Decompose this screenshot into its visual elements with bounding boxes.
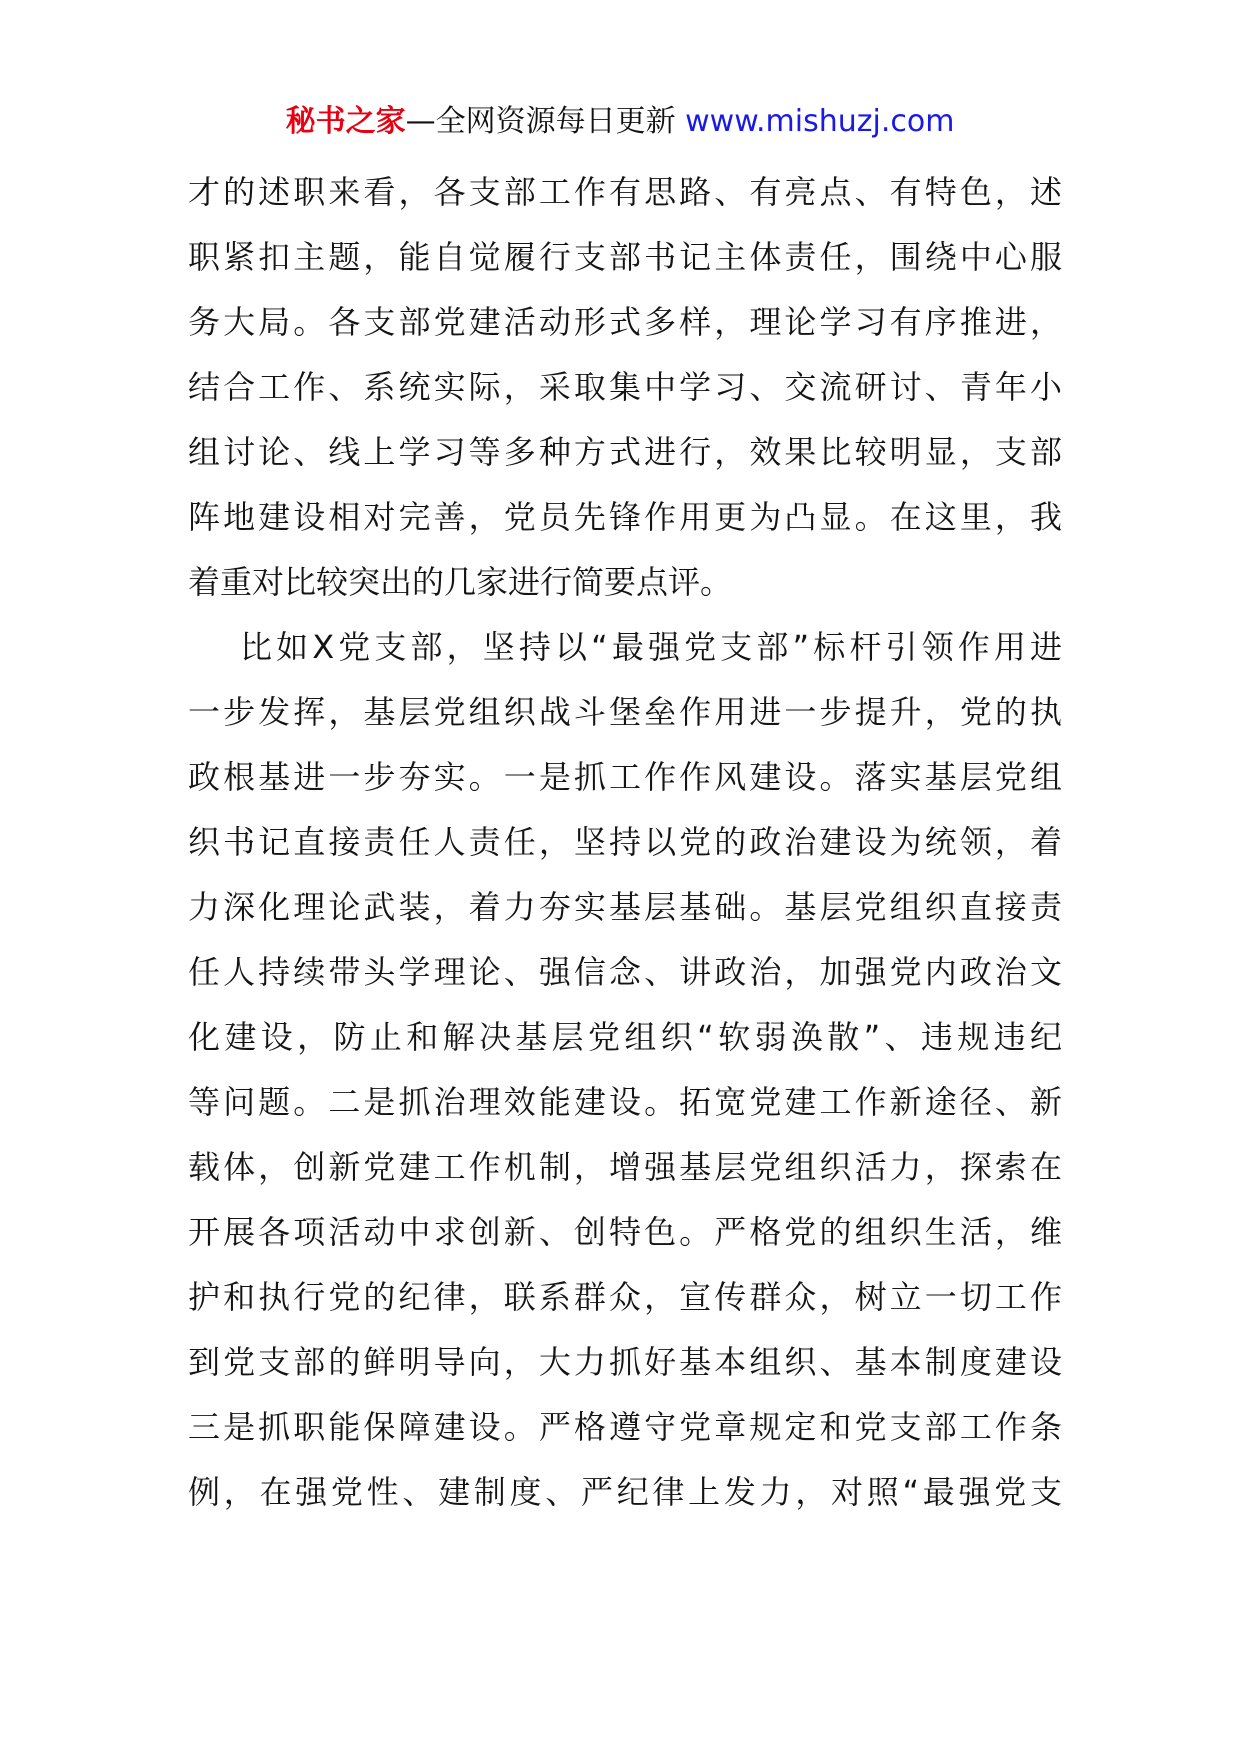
text-line: 着重对比较突出的几家进行简要点评。 [188, 563, 733, 601]
page-header [0, 102, 1240, 142]
text-line: 织书记直接责任人责任，坚持以党的政治建设为统领，着 [188, 823, 1062, 861]
text-line: 组讨论、线上学习等多种方式进行，效果比较明显，支部 [188, 433, 1062, 471]
text-line: 任人持续带头学理论、强信念、讲政治，加强党内政治文 [188, 953, 1062, 991]
text-line: 务大局。各支部党建活动形式多样，理论学习有序推进， [188, 303, 1062, 341]
text-line: 载体，创新党建工作机制，增强基层党组织活力，探索在 [188, 1148, 1062, 1186]
header-tagline: —全网资源每日更新 [405, 104, 686, 139]
text-line: 力深化理论武装，着力夯实基层基础。基层党组织直接责 [188, 888, 1062, 926]
text-line: 政根基进一步夯实。一是抓工作作风建设。落实基层党组 [188, 758, 1062, 796]
text-line: 比如X党支部，坚持以“最强党支部”标杆引领作用进 [240, 628, 1062, 666]
text-line: 阵地建设相对完善，党员先锋作用更为凸显。在这里，我 [188, 498, 1062, 536]
text-line: 化建设，防止和解决基层党组织“软弱涣散”、违规违纪 [188, 1018, 1062, 1056]
text-line: 一步发挥，基层党组织战斗堡垒作用进一步提升，党的执 [188, 693, 1062, 731]
header-url-link[interactable]: www.mishuzj.com [685, 104, 955, 139]
text-line: 例，在强党性、建制度、严纪律上发力，对照“最强党支 [188, 1473, 1062, 1511]
text-line: 三是抓职能保障建设。严格遵守党章规定和党支部工作条 [188, 1408, 1062, 1446]
text-line: 职紧扣主题，能自觉履行支部书记主体责任，围绕中心服 [188, 238, 1062, 276]
text-line: 到党支部的鲜明导向，大力抓好基本组织、基本制度建设 [188, 1343, 1062, 1381]
text-line: 开展各项活动中求创新、创特色。严格党的组织生活，维 [188, 1213, 1062, 1251]
text-line: 护和执行党的纪律，联系群众，宣传群众，树立一切工作 [188, 1278, 1062, 1316]
header-brand: 秘书之家 [285, 104, 406, 139]
text-line: 等问题。二是抓治理效能建设。拓宽党建工作新途径、新 [188, 1083, 1062, 1121]
document-body [188, 160, 1062, 1525]
text-line: 才的述职来看，各支部工作有思路、有亮点、有特色，述 [188, 173, 1062, 211]
text-line: 结合工作、系统实际，采取集中学习、交流研讨、青年小 [188, 368, 1062, 406]
